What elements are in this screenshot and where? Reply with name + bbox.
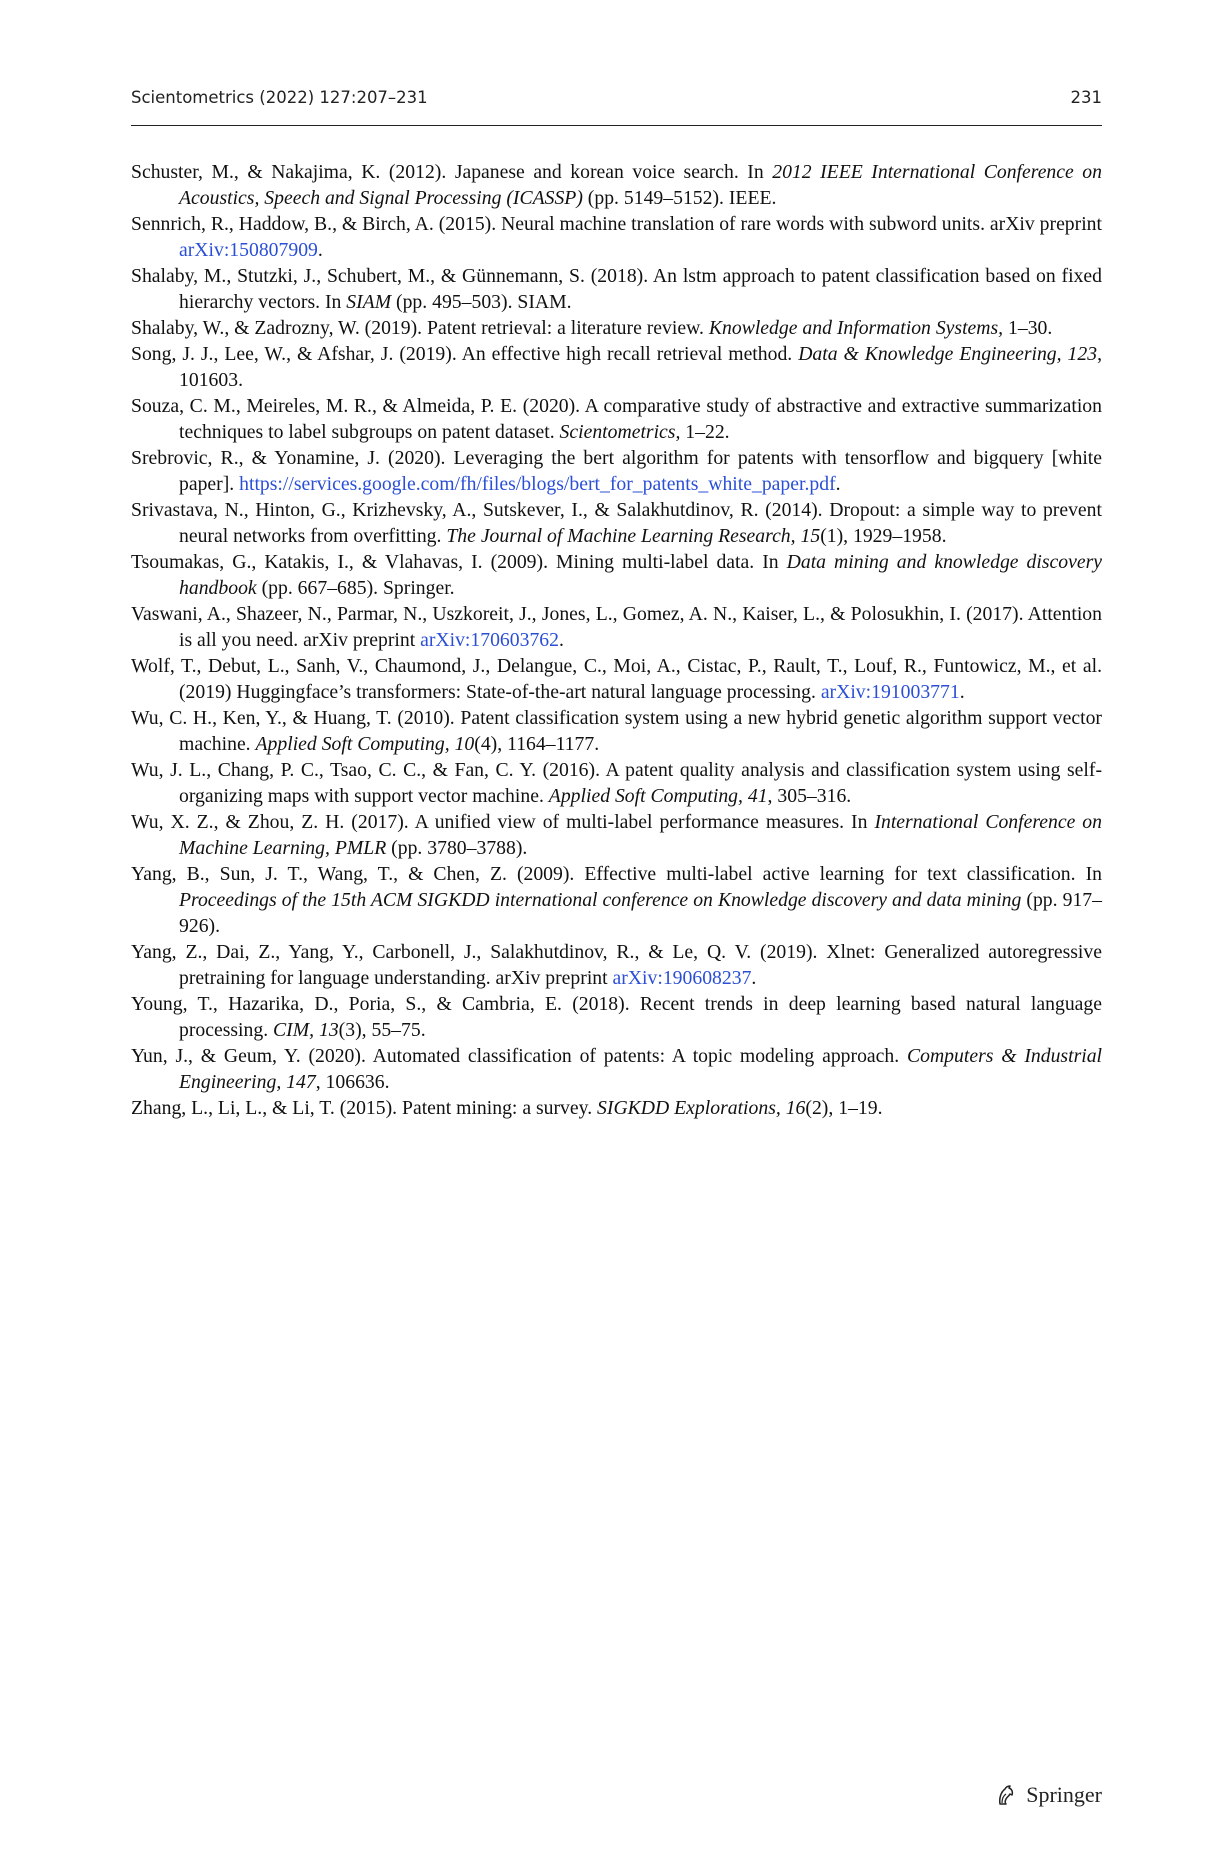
reference-item (131, 939, 1102, 991)
reference-text: Souza, C. M., Meireles, M. R., & Almeida, P. E. (2020). A comparative study of abstractive and extractive summarization techniques to label subgroups on patent dataset. (131, 395, 1102, 443)
reference-details: (pp. 495–503). SIAM. (391, 291, 572, 313)
reference-item (131, 705, 1102, 757)
reference-text: Young, T., Hazarika, D., Poria, S., & Cambria, E. (2018). Recent trends in deep learning based natural language processing. (131, 993, 1102, 1041)
springer-horse-icon (994, 1783, 1018, 1807)
reference-punct: . (959, 681, 965, 703)
reference-details: (4), 1164–1177. (474, 733, 600, 755)
reference-details: (pp. 917–926). (179, 889, 1102, 937)
reference-item (131, 315, 1102, 341)
reference-link[interactable]: arXiv:191003771 (820, 681, 960, 703)
reference-item (131, 497, 1102, 549)
reference-text: Yang, B., Sun, J. T., Wang, T., & Chen, Z. (2009). Effective multi-label active learning for text classification. In (131, 863, 1102, 885)
reference-item (131, 341, 1102, 393)
reference-venue: Computers & Industrial Engineering, 147 (179, 1045, 1103, 1093)
reference-item (131, 263, 1102, 315)
reference-item (131, 549, 1102, 601)
reference-text: Vaswani, A., Shazeer, N., Parmar, N., Uszkoreit, J., Jones, L., Gomez, A. N., Kaiser, L., & Polosukhin, I. (2017). Attention is all you need. arXiv preprint (131, 603, 1102, 651)
reference-venue: Proceedings of the 15th ACM SIGKDD international conference on Knowledge discovery and data mining (179, 889, 1022, 911)
reference-item (131, 1095, 1102, 1121)
reference-text: Shalaby, W., & Zadrozny, W. (2019). Patent retrieval: a literature review. (131, 317, 709, 339)
reference-details: 1–22. (680, 421, 730, 443)
reference-details: 1–30. (1003, 317, 1053, 339)
reference-text: Wolf, T., Debut, L., Sanh, V., Chaumond, J., Delangue, C., Moi, A., Cistac, P., Rault, T., Louf, R., Funtowicz, M., et al. (2019) Huggingface’s transformers: State-of-the-art natural language processing. (131, 655, 1102, 703)
reference-details: (1), 1929–1958. (820, 525, 947, 547)
reference-text: Zhang, L., Li, L., & Li, T. (2015). Patent mining: a survey. (131, 1097, 598, 1119)
reference-details: , 106636. (315, 1071, 390, 1093)
reference-punct: . (559, 629, 564, 651)
publisher-name: Springer (1026, 1782, 1102, 1807)
reference-venue: Applied Soft Computing, 10 (255, 733, 475, 755)
reference-item (131, 601, 1102, 653)
reference-item (131, 991, 1102, 1043)
reference-details: , 101603. (179, 343, 1102, 391)
reference-text: Yun, J., & Geum, Y. (2020). Automated classification of patents: A topic modeling approach. (131, 1045, 907, 1067)
reference-text: Wu, X. Z., & Zhou, Z. H. (2017). A unified view of multi-label performance measures. In (131, 811, 875, 833)
reference-venue: SIAM (346, 291, 392, 313)
reference-venue: Knowledge and Information Systems, (708, 317, 1004, 339)
reference-venue: The Journal of Machine Learning Research, 15 (446, 525, 821, 547)
reference-item (131, 653, 1102, 705)
reference-link[interactable]: arXiv:190608237 (612, 967, 752, 989)
reference-venue: Scientometrics, (559, 421, 681, 443)
reference-details: (3), 55–75. (338, 1019, 426, 1041)
reference-details: (pp. 667–685). Springer. (256, 577, 455, 599)
reference-item (131, 1043, 1102, 1095)
reference-venue: 2012 IEEE International Conference on Acoustics, Speech and Signal Processing (ICASSP) (179, 161, 1102, 209)
reference-venue: SIGKDD Explorations, 16 (597, 1097, 806, 1119)
reference-details: (2), 1–19. (805, 1097, 883, 1119)
reference-item (131, 159, 1102, 211)
reference-item (131, 393, 1102, 445)
reference-venue: International Conference on Machine Learning, PMLR (179, 811, 1102, 859)
reference-details: (pp. 3780–3788). (386, 837, 528, 859)
reference-item (131, 757, 1102, 809)
reference-item (131, 861, 1102, 939)
reference-text: Shalaby, M., Stutzki, J., Schubert, M., & Günnemann, S. (2018). An lstm approach to patent classification based on fixed hierarchy vectors. In (131, 265, 1102, 313)
reference-details: (pp. 5149–5152). IEEE. (582, 187, 777, 209)
reference-venue: Data & Knowledge Engineering, 123 (798, 343, 1098, 365)
reference-list (131, 159, 1102, 1121)
reference-punct: . (751, 967, 757, 989)
page-number: 231 (1070, 88, 1102, 107)
reference-link[interactable]: arXiv:170603762 (420, 629, 559, 651)
reference-text: Song, J. J., Lee, W., & Afshar, J. (2019). An effective high recall retrieval method. (131, 343, 799, 365)
reference-item (131, 809, 1102, 861)
reference-venue: Applied Soft Computing, 41 (548, 785, 768, 807)
reference-punct: . (317, 239, 323, 261)
reference-item (131, 211, 1102, 263)
reference-text: Srebrovic, R., & Yonamine, J. (2020). Leveraging the bert algorithm for patents with tensorflow and bigquery [white paper]. (131, 447, 1102, 495)
reference-text: Wu, C. H., Ken, Y., & Huang, T. (2010). Patent classification system using a new hybrid genetic algorithm support vector machine. (131, 707, 1102, 755)
reference-text: Yang, Z., Dai, Z., Yang, Y., Carbonell, J., Salakhutdinov, R., & Le, Q. V. (2019). Xlnet: Generalized autoregressive pretraining for language understanding. arXiv preprint (131, 941, 1102, 989)
journal-citation: Scientometrics (2022) 127:207–231 (131, 88, 428, 107)
publisher-footer (994, 1782, 1102, 1808)
reference-text: Tsoumakas, G., Katakis, I., & Vlahavas, I. (2009). Mining multi-label data. In (131, 551, 787, 573)
reference-text: Wu, J. L., Chang, P. C., Tsao, C. C., & Fan, C. Y. (2016). A patent quality analysis and classification system using self-organizing maps with support vector machine. (131, 759, 1102, 807)
reference-text: Sennrich, R., Haddow, B., & Birch, A. (2015). Neural machine translation of rare words with subword units. arXiv preprint (131, 213, 1102, 235)
reference-venue: Data mining and knowledge discovery handbook (179, 551, 1102, 599)
reference-punct: . (835, 473, 841, 495)
reference-link[interactable]: https://services.google.com/fh/files/blogs/bert_for_patents_white_paper.pdf (239, 473, 836, 495)
header-rule (131, 125, 1102, 126)
reference-details: , 305–316. (767, 785, 852, 807)
reference-venue: CIM, 13 (273, 1019, 339, 1041)
reference-text: Srivastava, N., Hinton, G., Krizhevsky, A., Sutskever, I., & Salakhutdinov, R. (2014). Dropout: a simple way to prevent neural networks from overfitting. (131, 499, 1102, 547)
reference-link[interactable]: arXiv:150807909 (179, 239, 318, 261)
reference-text: Schuster, M., & Nakajima, K. (2012). Japanese and korean voice search. In (131, 161, 773, 183)
reference-item (131, 445, 1102, 497)
